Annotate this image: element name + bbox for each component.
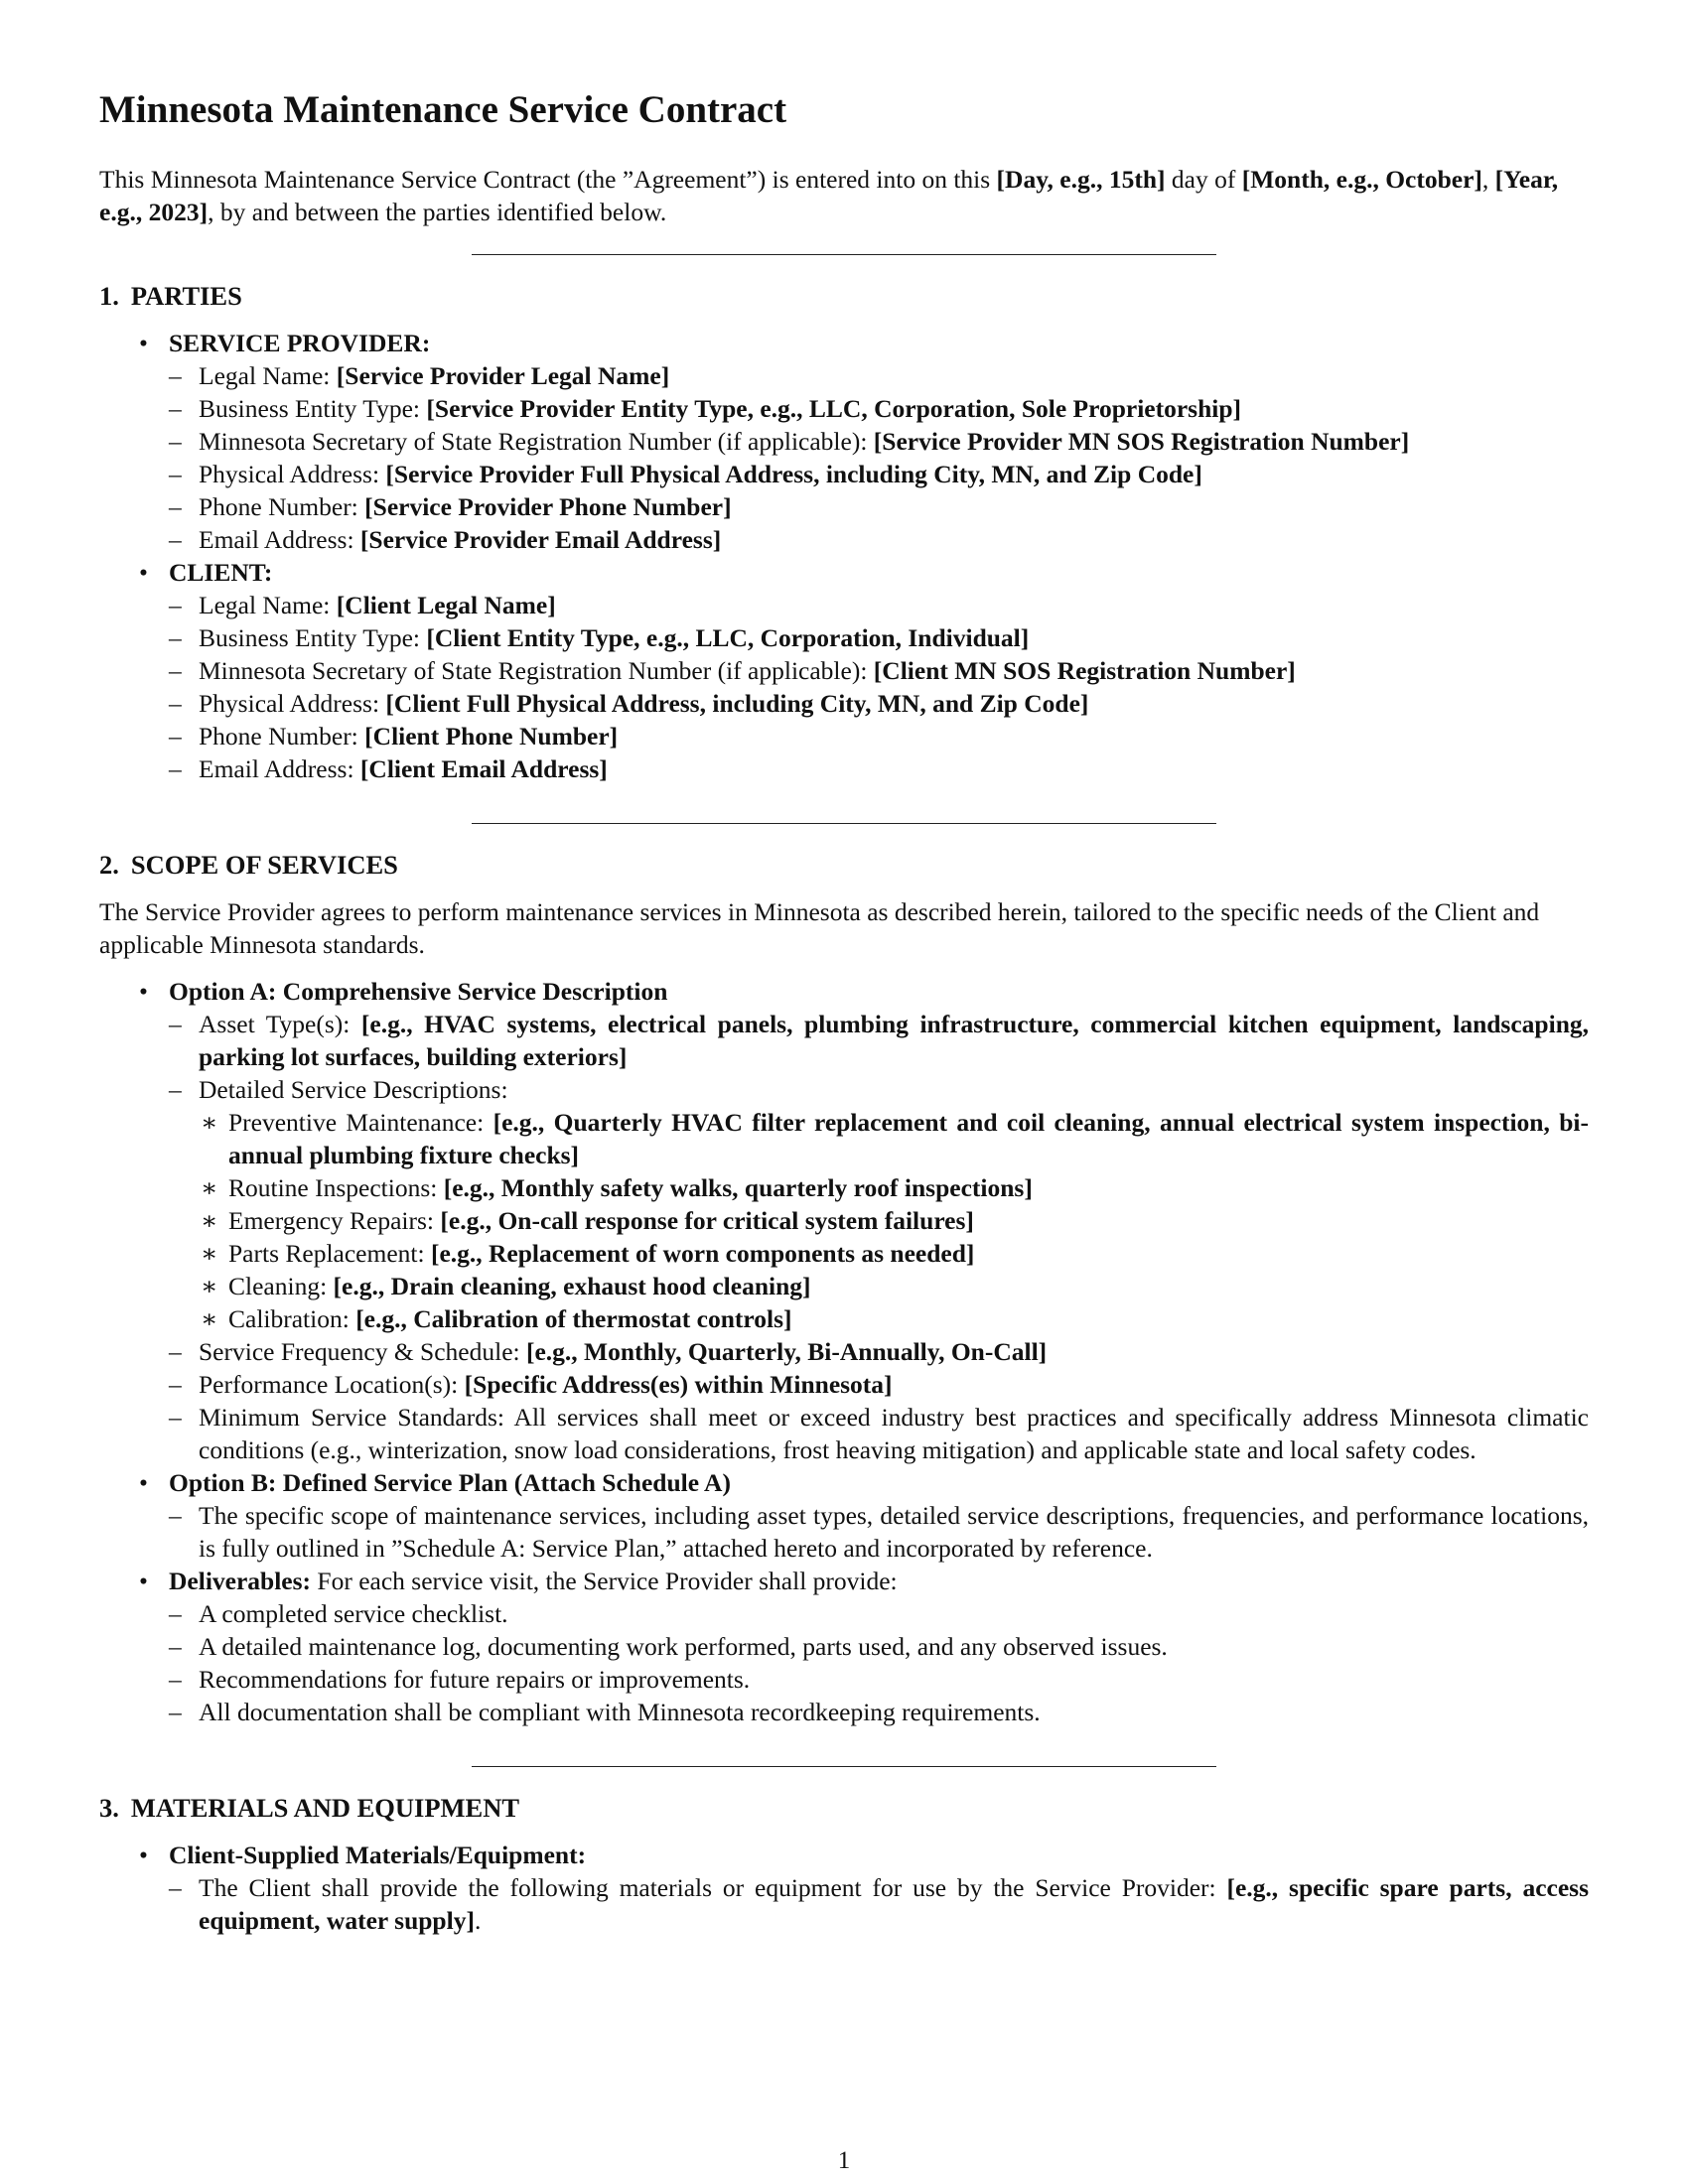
deliverables-list — [169, 1597, 1589, 1728]
section-number: 3. — [99, 1793, 119, 1823]
client-supplied-block — [99, 1839, 1589, 1937]
list-item — [199, 1106, 1589, 1171]
section-divider — [472, 254, 1216, 255]
section-title: SCOPE OF SERVICES — [130, 850, 398, 880]
field-placeholder: [Service Provider Phone Number] — [364, 492, 732, 521]
list-item — [199, 1237, 1589, 1270]
list-item — [169, 687, 1589, 720]
list-item — [199, 1270, 1589, 1302]
intro-text: This Minnesota Maintenance Service Contract (the ”Agreement”) is entered into on this — [99, 165, 997, 194]
materials-list — [99, 1839, 1589, 1937]
field-label: Phone Number: — [199, 492, 365, 521]
option-a-heading: Option A: Comprehensive Service Description — [169, 977, 668, 1006]
deliverables-block — [99, 1565, 1589, 1728]
field-label: Asset Type(s): — [199, 1010, 361, 1038]
intro-paragraph — [99, 163, 1589, 228]
provider-heading: SERVICE PROVIDER: — [169, 329, 431, 357]
field-placeholder: [e.g., Monthly safety walks, quarterly roof inspections] — [443, 1173, 1033, 1202]
intro-month-placeholder: [Month, e.g., October] — [1241, 165, 1482, 194]
field-label: Preventive Maintenance: — [228, 1108, 493, 1137]
field-label: Phone Number: — [199, 722, 365, 751]
section-title: PARTIES — [130, 281, 242, 311]
list-item — [199, 1204, 1589, 1237]
field-label: Email Address: — [199, 525, 360, 554]
field-label: Emergency Repairs: — [228, 1206, 441, 1235]
section-number: 1. — [99, 281, 119, 311]
section-divider — [472, 1766, 1216, 1767]
list-item — [169, 621, 1589, 654]
field-label: Email Address: — [199, 754, 360, 783]
list-item: – A completed service checklist. — [169, 1597, 1589, 1630]
field-label: Legal Name: — [199, 591, 337, 619]
field-label: The Client shall provide the following materials or equipment for use by the Service Provider: — [199, 1873, 1227, 1902]
field-label: Detailed Service Descriptions: — [199, 1075, 508, 1104]
list-item — [169, 1335, 1589, 1368]
scope-list — [99, 975, 1589, 1728]
list-item: – All documentation shall be compliant with Minnesota recordkeeping requirements. — [169, 1696, 1589, 1728]
field-placeholder: [Service Provider Email Address] — [359, 525, 722, 554]
field-placeholder: [Client Email Address] — [359, 754, 608, 783]
provider-fields — [169, 359, 1589, 556]
list-item — [169, 359, 1589, 392]
field-label: Business Entity Type: — [199, 623, 427, 652]
field-placeholder: [Specific Address(es) within Minnesota] — [464, 1370, 893, 1399]
field-placeholder: [Service Provider MN SOS Registration Number] — [873, 427, 1410, 456]
list-item — [169, 1073, 1589, 1335]
field-placeholder: [Client Full Physical Address, including City, MN, and Zip Code] — [385, 689, 1089, 718]
list-item — [169, 458, 1589, 490]
list-item — [199, 1171, 1589, 1204]
option-b-block — [99, 1466, 1589, 1565]
option-b-text: The specific scope of maintenance services, including asset types, detailed service descriptions, frequencies, and performance locations, is fully outlined in ”Schedule A: Service Plan,” attached hereto and incorporated by reference. — [199, 1501, 1589, 1563]
field-placeholder: [e.g., Quarterly HVAC filter replacement and coil cleaning, annual electrical system inspection, bi-annual plumbing fixture checks] — [228, 1108, 1590, 1169]
deliverables-label: Deliverables: — [169, 1567, 312, 1595]
field-placeholder: [Service Provider Entity Type, e.g., LLC, Corporation, Sole Proprietorship] — [426, 394, 1242, 423]
list-item — [169, 523, 1589, 556]
field-label: Business Entity Type: — [199, 394, 427, 423]
field-placeholder: [Client Legal Name] — [336, 591, 556, 619]
list-item — [169, 1008, 1589, 1073]
list-item — [169, 425, 1589, 458]
list-item — [169, 720, 1589, 752]
list-item — [169, 1871, 1589, 1937]
field-placeholder: [Service Provider Full Physical Address, including City, MN, and Zip Code] — [385, 460, 1202, 488]
service-descriptions — [199, 1106, 1589, 1335]
section-heading-parties — [99, 279, 1589, 313]
client-fields — [169, 589, 1589, 785]
field-placeholder: [e.g., Calibration of thermostat controls] — [355, 1304, 792, 1333]
list-item — [169, 589, 1589, 621]
option-b-fields — [169, 1499, 1589, 1565]
standards-text: Minimum Service Standards: All services shall meet or exceed industry best practices and specifically address Minnesota climatic conditions (e.g., winterization, snow load considerations, frost heaving mitigation) and applicable state and local safety codes. — [199, 1403, 1589, 1464]
field-label: Minnesota Secretary of State Registration Number (if applicable): — [199, 656, 874, 685]
list-item — [169, 654, 1589, 687]
field-placeholder: [Client Entity Type, e.g., LLC, Corporation, Individual] — [426, 623, 1030, 652]
list-item — [199, 1302, 1589, 1335]
section-heading-scope — [99, 848, 1589, 882]
field-label: Routine Inspections: — [228, 1173, 444, 1202]
list-item: – Recommendations for future repairs or improvements. — [169, 1663, 1589, 1696]
list-item — [169, 1368, 1589, 1401]
field-placeholder: [e.g., HVAC systems, electrical panels, plumbing infrastructure, commercial kitchen equipment, landscaping, parking lot surfaces, building exteriors] — [199, 1010, 1589, 1071]
intro-text: , — [1481, 165, 1495, 194]
client-supplied-fields — [169, 1871, 1589, 1937]
intro-text: , by and between the parties identified below. — [208, 198, 667, 226]
list-item — [169, 1401, 1589, 1466]
list-item — [169, 752, 1589, 785]
section-title: MATERIALS AND EQUIPMENT — [130, 1793, 520, 1823]
section-divider — [472, 823, 1216, 824]
intro-text: day of — [1165, 165, 1242, 194]
field-label: Parts Replacement: — [228, 1239, 431, 1268]
section-heading-materials — [99, 1791, 1589, 1825]
punctuation: . — [474, 1906, 482, 1935]
list-item — [169, 490, 1589, 523]
option-a-block — [99, 975, 1589, 1466]
field-placeholder: [Service Provider Legal Name] — [336, 361, 670, 390]
document-title: Minnesota Maintenance Service Contract — [99, 88, 787, 131]
field-placeholder: [Client Phone Number] — [364, 722, 619, 751]
list-item — [169, 1499, 1589, 1565]
field-placeholder: [Client MN SOS Registration Number] — [873, 656, 1296, 685]
intro-year-placeholder: [Year, e.g., 2023] — [99, 165, 1559, 226]
option-a-fields — [169, 1008, 1589, 1466]
scope-intro: The Service Provider agrees to perform maintenance services in Minnesota as described herein, tailored to the specific needs of the Client and applicable Minnesota standards. — [99, 897, 1540, 959]
field-label: Performance Location(s): — [199, 1370, 465, 1399]
field-placeholder: [e.g., On-call response for critical system failures] — [440, 1206, 974, 1235]
field-placeholder: [e.g., Monthly, Quarterly, Bi-Annually, On-Call] — [525, 1337, 1048, 1366]
field-label: Physical Address: — [199, 689, 386, 718]
client-block — [99, 556, 1589, 785]
intro-day-placeholder: [Day, e.g., 15th] — [996, 165, 1166, 194]
field-label: Physical Address: — [199, 460, 386, 488]
list-item: – A detailed maintenance log, documenting work performed, parts used, and any observed issues. — [169, 1630, 1589, 1663]
field-placeholder: [e.g., Drain cleaning, exhaust hood cleaning] — [333, 1272, 811, 1300]
client-heading: CLIENT: — [169, 558, 273, 587]
option-b-heading: Option B: Defined Service Plan (Attach Schedule A) — [169, 1468, 731, 1497]
client-supplied-heading: Client-Supplied Materials/Equipment: — [169, 1841, 587, 1869]
field-placeholder: [e.g., Replacement of worn components as needed] — [430, 1239, 975, 1268]
field-label: Legal Name: — [199, 361, 337, 390]
list-item — [169, 392, 1589, 425]
page-number: 1 — [837, 2147, 851, 2174]
field-placeholder: [e.g., specific spare parts, access equipment, water supply] — [199, 1873, 1589, 1935]
provider-block — [99, 327, 1589, 556]
parties-list — [99, 327, 1589, 785]
field-label: Calibration: — [228, 1304, 356, 1333]
deliverables-text: For each service visit, the Service Provider shall provide: — [311, 1567, 898, 1595]
field-label: Minnesota Secretary of State Registration Number (if applicable): — [199, 427, 874, 456]
field-label: Service Frequency & Schedule: — [199, 1337, 526, 1366]
field-label: Cleaning: — [228, 1272, 334, 1300]
contract-page — [99, 87, 1589, 1937]
section-number: 2. — [99, 850, 119, 880]
